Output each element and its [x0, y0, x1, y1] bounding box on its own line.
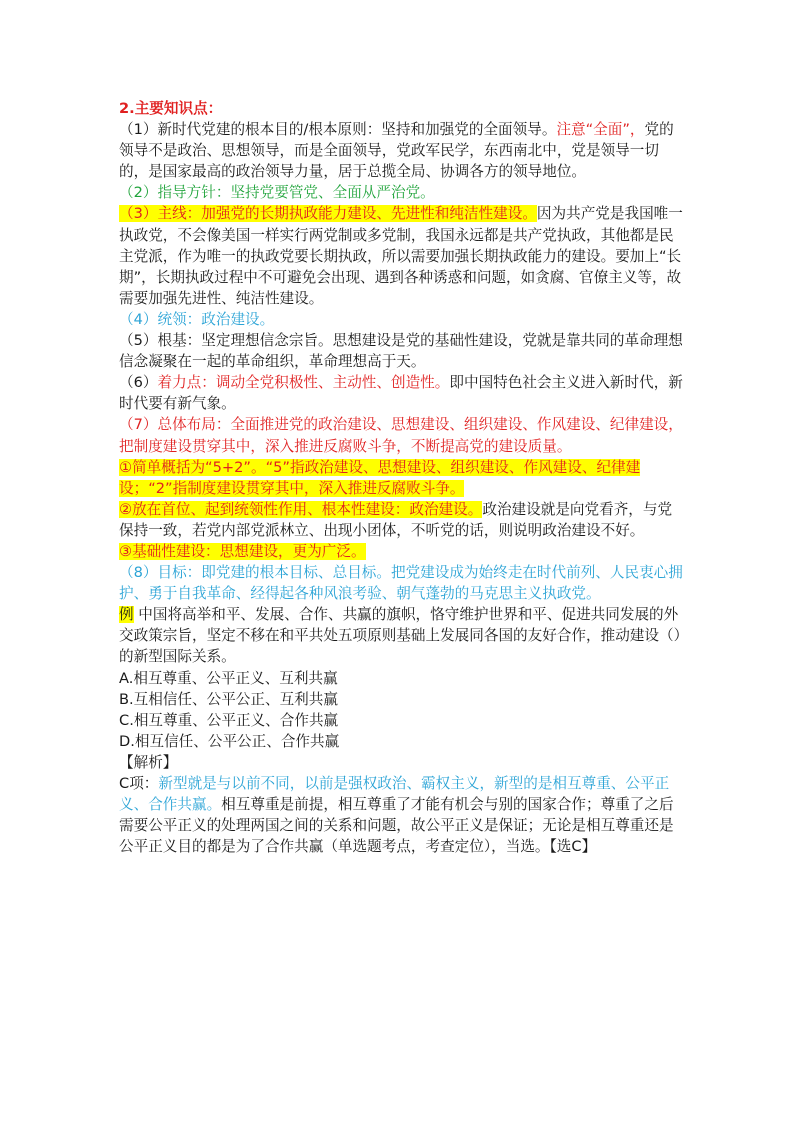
- point-3-body: 因为共产党是我国唯一执政党，不会像美国一样实行两党制或多党制，我国永远都是共产党执政，其他都是民主党派，作为唯一的执政党要长期执政，所以需要加强长期执政能力的建设。要加上“长期”，长期执政过程中不可避免会出现、遇到各种诱惑和问题，如贪腐、官僚主义等，故需要加强先进性、纯洁性建设。: [119, 205, 683, 307]
- point-1-note: 注意“全面”，: [556, 121, 645, 139]
- analysis-label: 【解析】: [119, 753, 178, 771]
- point-3: [119, 203, 685, 308]
- analysis-blue: 新型就是与以前不同，以前是强权政治、霸权主义，新型的是相互尊重、公平正义、合作共赢。: [119, 775, 670, 814]
- option-d: D.相互信任、公平公正、合作共赢: [119, 732, 340, 750]
- point-6: [119, 372, 685, 414]
- section-heading: 2.主要知识点：: [119, 100, 223, 117]
- point-7c: [119, 541, 685, 562]
- point-6-lead: 着力点：调动全党积极性、主动性、创造性。: [157, 374, 450, 392]
- analysis-text: 相互尊重是前提，相互尊重了才能有机会与别的国家合作；尊重了之后需要公平正义的处理两国之间的关系和问题，故公平正义是保证；无论是相互尊重还是公平正义目的都是为了合作共赢（单选题考点，考查定位），当选。【选C】: [119, 796, 674, 856]
- point-7c-text: ③基础性建设：思想建设，更为广泛。: [119, 542, 366, 560]
- option-c: C.相互尊重、公平正义、合作共赢: [119, 711, 339, 729]
- example-tag: 例: [119, 606, 134, 624]
- point-7b: [119, 499, 685, 541]
- example-stem-text: 中国将高举和平、发展、合作、共赢的旗帜，恪守维护世界和平、促进共同发展的外交政策宗旨，坚定不移在和平共处五项原则基础上发展同各国的友好合作，推动建设（）的新型国际关系。: [119, 606, 681, 666]
- point-6-body: 即中国特色社会主义进入新时代，新时代要有新气象。: [119, 374, 683, 413]
- point-3-lead: （3）主线：加强党的长期执政能力建设、先进性和纯洁性建设。: [119, 205, 537, 223]
- example-stem: [119, 604, 685, 667]
- analysis-body: [119, 773, 685, 857]
- point-2: （2）指导方针：坚持党要管党、全面从严治党。: [119, 184, 435, 202]
- point-7a: [119, 457, 685, 499]
- point-7: （7）总体布局：全面推进党的政治建设、思想建设、组织建设、作风建设、纪律建设，把制度建设贯穿其中，深入推进反腐败斗争，不断提高党的建设质量。: [119, 416, 683, 455]
- point-8: （8）目标：即党建的根本目标、总目标。把党建设成为始终走在时代前列、人民衷心拥护、勇于自我革命、经得起各种风浪考验、朝气蓬勃的马克思主义执政党。: [119, 564, 683, 603]
- point-5: （5）根基：坚定理想信念宗旨。思想建设是党的基础性建设，党就是靠共同的革命理想信念凝聚在一起的革命组织，革命理想高于天。: [119, 332, 683, 371]
- point-7b-body: 政治建设就是向党看齐，与党保持一致，若党内部党派林立、出现小团体，不听党的话，则说明政治建设不好。: [119, 500, 673, 539]
- point-7b-lead: ②放在首位、起到统领性作用、根本性建设：政治建设。: [119, 500, 483, 518]
- point-4: （4）统领：政治建设。: [119, 310, 275, 328]
- point-1: [119, 119, 685, 182]
- point-1-body: 党的领导不是政治、思想领导，而是全面领导，党政军民学，东西南北中，党是领导一切的，是国家最高的政治领导力量，居于总揽全局、协调各方的领导地位。: [119, 121, 674, 181]
- point-7a-text: ①简单概括为“5+2”。“5”指政治建设、思想建设、组织建设、作风建设、纪律建设；“2”指制度建设贯穿其中，深入推进反腐败斗争。: [119, 458, 641, 497]
- point-6-prefix: （6）: [119, 374, 158, 392]
- point-1-lead: （1）新时代党建的根本目的/根本原则：坚持和加强党的全面领导。: [119, 121, 557, 139]
- document-body: [119, 98, 685, 857]
- option-a: A.相互尊重、公平正义、互利共赢: [119, 669, 338, 687]
- analysis-prefix: C项：: [119, 775, 159, 792]
- option-b: B.互相信任、公平公正、互利共赢: [119, 690, 338, 708]
